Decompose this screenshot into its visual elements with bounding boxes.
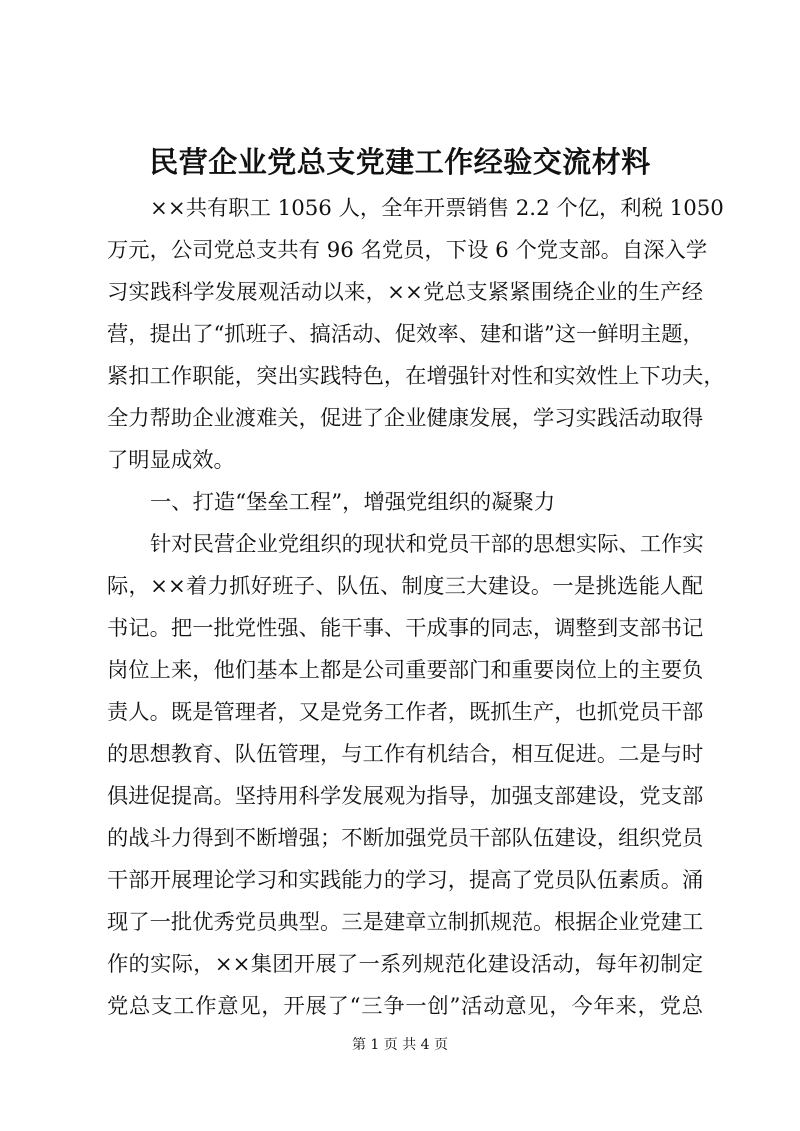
paragraph-line: 责人。既是管理者，又是党务工作者，既抓生产，也抓党员干部 (107, 700, 704, 725)
paragraph-line: 营，提出了“抓班子、搞活动、促效率、建和谐”这一鲜明主题， (107, 322, 704, 347)
document-title: 民营企业党总支党建工作经验交流材料 (149, 145, 651, 179)
section-heading: 一、打造“堡垒工程”，增强党组织的凝聚力 (150, 490, 556, 515)
paragraph-line: 了明显成效。 (107, 448, 235, 473)
page-number: 第 1 页 共 4 页 (351, 1037, 449, 1053)
paragraph-line: 紧扣工作职能，突出实践特色，在增强针对性和实效性上下功夫， (107, 364, 725, 389)
paragraph-line: 俱进促提高。坚持用科学发展观为指导，加强支部建设，党支部 (107, 784, 704, 809)
paragraph-line: 的战斗力得到不断增强；不断加强党员干部队伍建设，组织党员 (107, 826, 704, 851)
paragraph-line: 岗位上来，他们基本上都是公司重要部门和重要岗位上的主要负 (107, 658, 704, 683)
paragraph-line: 万元，公司党总支共有 96 名党员，下设 6 个党支部。自深入学 (107, 238, 708, 263)
paragraph-line: 现了一批优秀党员典型。三是建章立制抓规范。根据企业党建工 (107, 910, 704, 935)
paragraph-line: 党总支工作意见，开展了“三争一创”活动意见，今年来，党总 (107, 994, 703, 1019)
paragraph-line: ××共有职工 1056 人，全年开票销售 2.2 个亿，利税 1050 (150, 196, 724, 221)
paragraph-line: 干部开展理论学习和实践能力的学习，提高了党员队伍素质。涌 (107, 868, 704, 893)
paragraph-line: 习实践科学发展观活动以来，××党总支紧紧围绕企业的生产经 (107, 280, 703, 305)
paragraph-line: 作的实际，××集团开展了一系列规范化建设活动，每年初制定 (107, 952, 703, 977)
paragraph-line: 针对民营企业党组织的现状和党员干部的思想实际、工作实 (150, 532, 704, 557)
paragraph-line: 书记。把一批党性强、能干事、干成事的同志，调整到支部书记 (107, 616, 704, 641)
paragraph-line: 的思想教育、队伍管理，与工作有机结合，相互促进。二是与时 (107, 742, 704, 767)
paragraph-line: 际，××着力抓好班子、队伍、制度三大建设。一是挑选能人配 (107, 574, 703, 599)
paragraph-line: 全力帮助企业渡难关，促进了企业健康发展，学习实践活动取得 (107, 406, 704, 431)
